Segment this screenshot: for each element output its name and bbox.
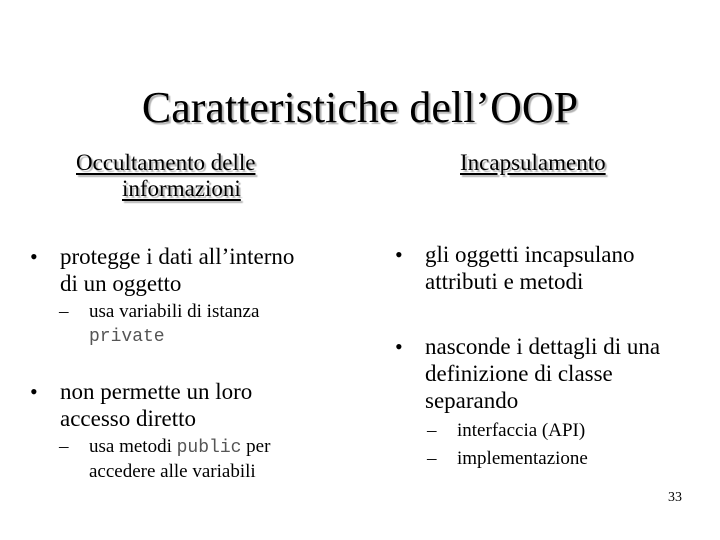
dash-mark: – [427,448,437,469]
bullet-mark: • [30,244,38,269]
left-bullet-1 [30,243,390,297]
left-sub-1 [59,300,389,349]
left-bullet-2-line1: non permette un loro [60,379,253,404]
right-bullet-1 [395,241,720,295]
right-bullet-2-line3: separando [425,388,519,413]
right-bullet-2 [395,333,720,414]
left-column-heading [76,150,366,202]
page-number: 33 [668,490,682,505]
left-bullet-2-line2: accesso diretto [60,406,197,431]
left-sub-2-suffix: per [246,436,271,457]
right-sub-1-text: interfaccia (API) [457,420,586,441]
dash-mark: – [427,420,437,441]
bullet-mark: • [30,379,38,404]
right-sub-2-text: implementazione [457,448,588,469]
right-bullet-2-line1: nasconde i dettagli di una [425,334,661,359]
right-sub-2 [427,447,717,471]
bullet-mark: • [395,334,403,359]
left-bullet-2 [30,378,390,432]
bullet-mark: • [395,242,403,267]
left-sub-2 [59,435,389,484]
dash-mark: – [59,301,69,322]
right-bullet-1-line2: attributi e metodi [425,269,584,294]
left-sub-2-code: public [176,438,242,458]
left-heading-line2: informazioni [122,176,241,201]
right-column-heading: Incapsulamento [460,150,606,175]
slide-title: Caratteristiche dell’OOP [141,83,579,132]
left-sub-1-text: usa variabili di istanza [89,301,260,322]
left-sub-1-code: private [89,327,165,347]
right-bullet-1-line1: gli oggetti incapsulano [425,242,635,267]
left-bullet-1-line2: di un oggetto [60,271,182,296]
left-sub-2-prefix: usa metodi [89,436,172,457]
dash-mark: – [59,436,69,457]
left-sub-2-line2: accedere alle variabili [89,461,256,482]
left-bullet-1-line1: protegge i dati all’interno [60,244,295,269]
right-bullet-2-line2: definizione di classe [425,361,613,386]
left-heading-line1: Occultamento delle [76,150,256,175]
right-sub-1 [427,419,717,443]
